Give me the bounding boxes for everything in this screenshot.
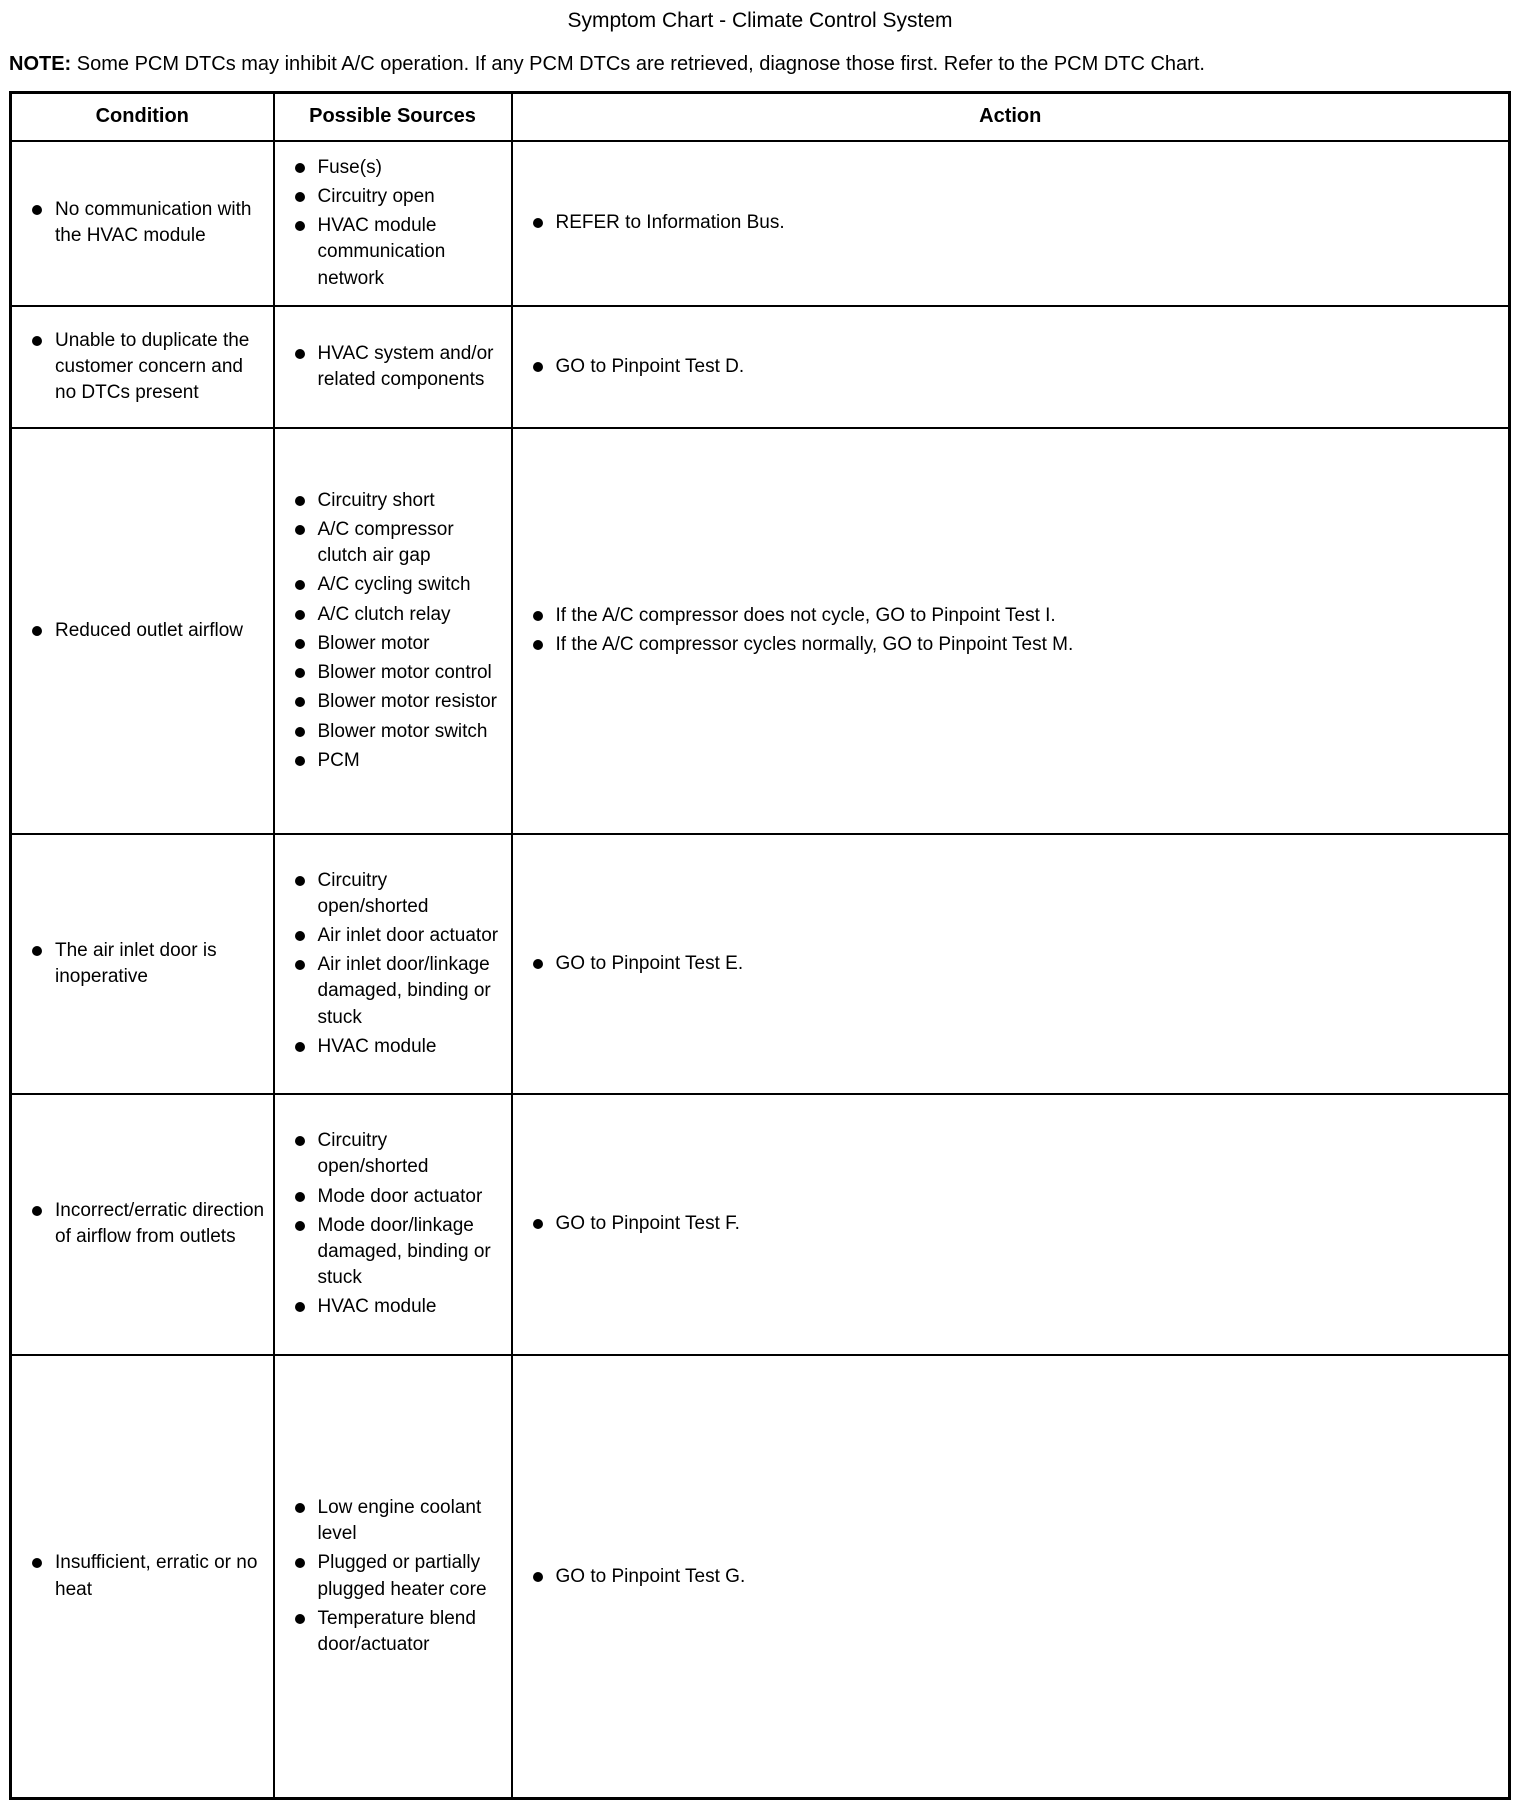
actions-text: GO to Pinpoint Test D. <box>555 355 745 377</box>
actions-text: GO to Pinpoint Test E. <box>555 952 744 974</box>
sources-text: Plugged or partially plugged heater core <box>317 1552 487 1600</box>
sources-cell-list <box>295 1495 503 1658</box>
column-header-possible-sources: Possible Sources <box>274 93 512 141</box>
condition-text: Unable to duplicate the customer concern and no DTCs present <box>55 329 250 403</box>
bullet-icon <box>295 727 305 737</box>
page-title: Symptom Chart - Climate Control System <box>567 9 953 32</box>
bullet-item <box>295 488 503 514</box>
bullet-item <box>533 1564 1501 1590</box>
bullet-item <box>295 602 503 628</box>
bullet-icon <box>295 1042 305 1052</box>
sources-cell <box>274 428 512 834</box>
sources-text: HVAC module <box>317 1035 437 1057</box>
bullet-item <box>295 1184 503 1210</box>
bullet-icon <box>32 1206 42 1216</box>
bullet-icon <box>533 1219 543 1229</box>
bullet-icon <box>295 1614 305 1624</box>
action-cell-list <box>533 210 1501 236</box>
bullet-icon <box>295 1302 305 1312</box>
condition-cell-list <box>32 1198 265 1250</box>
sources-text: Circuitry open <box>317 186 435 207</box>
action-cell-list <box>533 354 1501 380</box>
bullet-item <box>32 1550 265 1602</box>
sources-text: Fuse(s) <box>317 156 382 178</box>
bullet-icon <box>295 876 305 886</box>
condition-text: The air inlet door is inoperative <box>55 939 217 987</box>
sources-text: Low engine coolant level <box>317 1496 482 1545</box>
bullet-item <box>295 952 503 1031</box>
bullet-icon <box>295 1503 305 1513</box>
bullet-item <box>295 660 503 686</box>
table-row <box>11 428 1510 834</box>
table-row <box>11 834 1510 1094</box>
condition-cell <box>11 428 274 834</box>
condition-cell-list <box>32 328 265 407</box>
condition-text: Insufficient, erratic or no heat <box>55 1552 258 1600</box>
actions-text: REFER to Information Bus. <box>555 212 785 234</box>
condition-text: No communication with the HVAC module <box>55 199 252 247</box>
sources-text: Air inlet door/linkage damaged, binding or stuck <box>317 954 491 1028</box>
bullet-item <box>32 328 265 407</box>
bullet-item <box>295 1606 503 1658</box>
condition-text: Incorrect/erratic direction of airflow from outlets <box>55 1200 265 1248</box>
table-row <box>11 1094 1510 1355</box>
actions-text: GO to Pinpoint Test F. <box>555 1213 740 1235</box>
sources-text: Circuitry open/shorted <box>317 869 429 917</box>
sources-text: Blower motor switch <box>317 720 488 742</box>
bullet-icon <box>533 640 543 650</box>
symptom-table-body <box>11 141 1510 1799</box>
bullet-item <box>295 1128 503 1180</box>
condition-cell <box>11 141 274 306</box>
sources-text: PCM <box>317 749 360 771</box>
sources-text: A/C cycling switch <box>317 574 471 596</box>
bullet-item <box>533 632 1501 658</box>
condition-cell <box>11 306 274 428</box>
bullet-icon <box>533 362 543 372</box>
sources-text: Circuitry short <box>317 489 435 511</box>
bullet-item <box>295 868 503 920</box>
note-text: Some PCM DTCs may inhibit A/C operation. If any PCM DTCs are retrieved, diagnose those first. Refer to the PCM DTC Chart. <box>76 53 1205 76</box>
bullet-icon <box>32 205 42 215</box>
note-label: NOTE: <box>9 53 72 76</box>
action-cell-list <box>533 603 1501 658</box>
sources-text: Mode door actuator <box>317 1185 483 1207</box>
action-cell-list <box>533 1211 1501 1237</box>
condition-cell <box>11 1094 274 1355</box>
bullet-icon <box>295 639 305 649</box>
bullet-icon <box>295 496 305 506</box>
bullet-icon <box>295 1136 305 1146</box>
bullet-icon <box>295 1558 305 1568</box>
sources-cell <box>274 306 512 428</box>
sources-cell <box>274 141 512 306</box>
bullet-item <box>32 618 265 644</box>
bullet-item <box>32 1198 265 1250</box>
column-header-condition: Condition <box>11 93 274 141</box>
condition-cell-list <box>32 1550 265 1602</box>
bullet-item <box>295 1550 503 1602</box>
condition-text: Reduced outlet airflow <box>55 619 243 641</box>
bullet-item <box>295 1495 503 1547</box>
action-cell <box>512 1094 1510 1355</box>
bullet-item <box>295 689 503 715</box>
bullet-item <box>295 748 503 774</box>
sources-text: A/C compressor clutch air gap <box>317 519 454 567</box>
actions-text: If the A/C compressor does not cycle, GO to Pinpoint Test I. <box>555 605 1056 627</box>
bullet-icon <box>295 1192 305 1202</box>
bullet-icon <box>32 1558 42 1568</box>
action-cell <box>512 834 1510 1094</box>
sources-text: HVAC module communication network <box>317 215 446 289</box>
actions-text: GO to Pinpoint Test G. <box>555 1565 746 1587</box>
bullet-item <box>295 341 503 393</box>
sources-text: Mode door/linkage damaged, binding or stuck <box>317 1214 491 1289</box>
bullet-item <box>533 951 1501 977</box>
condition-cell-list <box>32 197 265 249</box>
table-row <box>11 306 1510 428</box>
bullet-icon <box>295 192 305 202</box>
bullet-item <box>295 155 503 181</box>
bullet-item <box>295 572 503 598</box>
bullet-item <box>295 1294 503 1320</box>
sources-cell <box>274 1094 512 1355</box>
sources-cell-list <box>295 341 503 393</box>
table-row <box>11 1355 1510 1799</box>
bullet-icon <box>295 1221 305 1231</box>
bullet-icon <box>295 668 305 678</box>
condition-cell <box>11 834 274 1094</box>
bullet-icon <box>295 525 305 535</box>
sources-text: HVAC system and/or related components <box>317 342 494 390</box>
sources-cell-list <box>295 868 503 1061</box>
sources-cell-list <box>295 155 503 292</box>
action-cell <box>512 428 1510 834</box>
bullet-icon <box>295 931 305 941</box>
bullet-item <box>533 603 1501 629</box>
bullet-item <box>295 517 503 569</box>
bullet-item <box>295 923 503 949</box>
bullet-icon <box>32 946 42 956</box>
condition-cell-list <box>32 938 265 990</box>
bullet-icon <box>32 626 42 636</box>
note <box>9 51 1511 77</box>
bullet-icon <box>295 756 305 766</box>
symptom-chart-table <box>9 91 1511 1800</box>
sources-text: Circuitry open/shorted <box>317 1130 429 1178</box>
bullet-icon <box>295 163 305 173</box>
bullet-item <box>295 719 503 745</box>
sources-text: Air inlet door actuator <box>317 925 499 947</box>
sources-text: Blower motor <box>317 632 430 654</box>
bullet-item <box>32 938 265 990</box>
bullet-icon <box>295 221 305 231</box>
bullet-icon <box>295 610 305 620</box>
actions-text: If the A/C compressor cycles normally, GO to Pinpoint Test M. <box>555 634 1074 656</box>
sources-cell-list <box>295 488 503 774</box>
action-cell <box>512 1355 1510 1799</box>
bullet-item <box>533 210 1501 236</box>
bullet-icon <box>533 1572 543 1582</box>
sources-text: Blower motor resistor <box>317 691 497 713</box>
sources-text: Temperature blend door/actuator <box>317 1607 476 1656</box>
bullet-item <box>295 1034 503 1060</box>
sources-cell <box>274 1355 512 1799</box>
action-cell <box>512 141 1510 306</box>
bullet-icon <box>295 349 305 359</box>
bullet-item <box>295 631 503 657</box>
sources-text: HVAC module <box>317 1296 437 1318</box>
sources-text: A/C clutch relay <box>317 603 451 625</box>
sources-cell-list <box>295 1128 503 1321</box>
sources-cell <box>274 834 512 1094</box>
bullet-item <box>295 1213 503 1292</box>
bullet-item <box>295 184 503 210</box>
bullet-item <box>533 354 1501 380</box>
sources-text: Blower motor control <box>317 662 492 684</box>
bullet-item <box>295 213 503 292</box>
condition-cell-list <box>32 618 265 644</box>
bullet-icon <box>295 960 305 970</box>
bullet-icon <box>295 580 305 590</box>
bullet-icon <box>533 611 543 621</box>
action-cell <box>512 306 1510 428</box>
column-header-action: Action <box>512 93 1510 141</box>
table-header-row <box>11 93 1510 141</box>
bullet-icon <box>295 697 305 707</box>
bullet-item <box>32 197 265 249</box>
bullet-item <box>533 1211 1501 1237</box>
table-row <box>11 141 1510 306</box>
action-cell-list <box>533 1564 1501 1590</box>
bullet-icon <box>32 336 42 346</box>
bullet-icon <box>533 218 543 228</box>
bullet-icon <box>533 959 543 969</box>
condition-cell <box>11 1355 274 1799</box>
table-header <box>11 93 1510 141</box>
action-cell-list <box>533 951 1501 977</box>
